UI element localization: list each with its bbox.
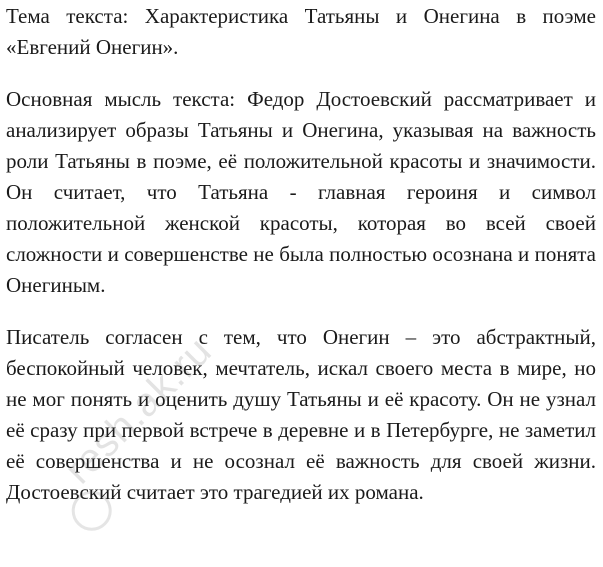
theme-paragraph: Тема текста: Характеристика Татьяны и Онегина в поэме «Евгений Онегин». [6,4,596,59]
watermark-text: resh.ak.ru [56,328,221,493]
main-idea-paragraph: Основная мысль текста: Федор Достоевский рассматривает и анализирует образы Татьяны и Онегина, указывая на важность роли Татьяны в поэме, её положительной красоты и значимости. Он считает, что Татьяна - главная героиня и символ положительной женской красоты, которая во всей своей сложности и совершенстве не была полностью осознана и понята Онегиным. [6,87,596,297]
author-view-paragraph: Писатель согласен с тем, что Онегин – это абстрактный, беспокойный человек, мечтатель, искал своего места в мире, но не мог понять и оценить душу Татьяны и её красоту. Он не узнал её сразу при первой встрече в деревне и в Петербурге, не заметил её совершенства и не осознал её важность для своей жизни. Достоевский считает это трагедией их романа. [6,325,596,504]
document-page [6,0,596,508]
